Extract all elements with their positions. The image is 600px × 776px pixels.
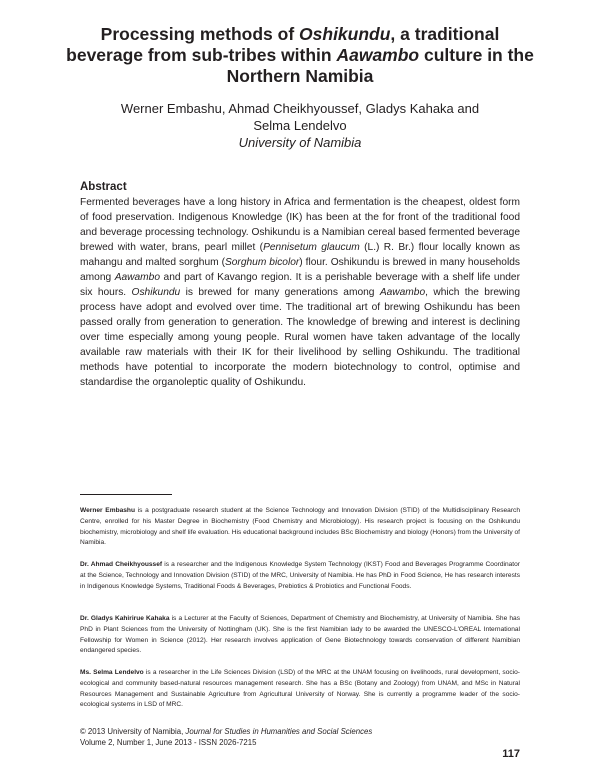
author-bio: Dr. Gladys Kahiriruе Kahaka is a Lecturer at the Faculty of Sciences, Department of Chemistry and Biochemistry, at University of Namibia. She has PhD in Plant Sciences from the University of Nottingham (UK). She is the first Namibian lady to be awarded the UNESCO-L'OREAL International Fellowship for Women in Science (2012). Her research involves application of Gene Biotechnology towards conservation of different Namibian endangered species. [80, 615, 520, 655]
author-bio: Werner Embashu is a postgraduate research student at the Science Technology and Innovation Division (STID) of the Multidisciplinary Research Centre, enrolled for his Master Degree in Biochemistry (Food Chemistry and Microbiology). His research project is focusing on the Oshikundu biochemistry, microbiology and shelf life evaluation. His educational background includes BSc Biochemistry and biology (Honors) from the University of Namibia. [80, 507, 521, 547]
author-bio: Ms. Selma Lendelvo is a researcher in the Life Sciences Division (LSD) of the MRC at the UNAM focusing on livelihoods, rural development, socio-ecological and community based-natural resources management research. She has a BSc (Botany and Zoology) from UNAM, and MSc in Natural Resources Management and Sustainable Agriculture from Agricultural University of Norway. She is currently a programme leader of the socio-ecological systems in LSD of MRC. [80, 669, 520, 709]
abstract-heading: Abstract [80, 181, 127, 193]
affiliation: University of Namibia [238, 135, 362, 150]
author-bio: Dr. Ahmad Cheikhyoussef is a researcher and the Indigenous Knowledge System Technology (IKST) Food and Beverages Programme Coordinator at the Science, Technology and Innovation Division (STID) of the MRC, University of Namibia. He has PhD in Food Science, He has research interests in Indigenous Knowledge Systems, Traditional Foods & Beverages, Prebiotics & Probiotics and Functional Foods. [80, 561, 520, 590]
author-list: Werner Embashu, Ahmad Cheikhyoussef, Gladys Kahaka and Selma Lendelvo University of Namibia [60, 100, 540, 151]
paper-title: Processing methods of Oshikundu, a traditional beverage from sub-tribes within Aawambo culture in the Northern Namibia [66, 24, 534, 86]
abstract-body: Fermented beverages have a long history in Africa and fermentation is the cheapest, oldest form of food preservation. Indigenous Knowledge (IK) has been at the for front of the traditional food and beverage processing technology. Oshikundu is a Namibian cereal based fermented beverage brewed with water, brans, pearl millet (Pennisetum glaucum (L.) R. Br.) flour locally known as mahangu and malted sorghum (Sorghum bicolor) flour. Oshikundu is brewed in many households among Aawambo and part of Kavango region. It is a perishable beverage with a shelf life under six hours. Oshikundu is brewed for many generations among Aawambo, which the brewing process have adopt and evolved over time. The traditional art of brewing Oshikundu has been passed orally from generation to generation. The knowledge of brewing and interest is declining over time especially among young people. Rural women have taken advantage of the locally available raw materials with their IK for their livelihood by selling Oshikundu. The traditional methods have potential to incorporate the modern biotechnology to control, optimise and standardise the organoleptic quality of Oshikundu. [80, 197, 521, 388]
footnote-divider [80, 494, 172, 495]
journal-citation: © 2013 University of Namibia, Journal for Studies in Humanities and Social Sciences Volume 2, Number 1, June 2013 - ISSN 2026-7215 [80, 727, 373, 747]
page-number: 117 [502, 748, 520, 760]
